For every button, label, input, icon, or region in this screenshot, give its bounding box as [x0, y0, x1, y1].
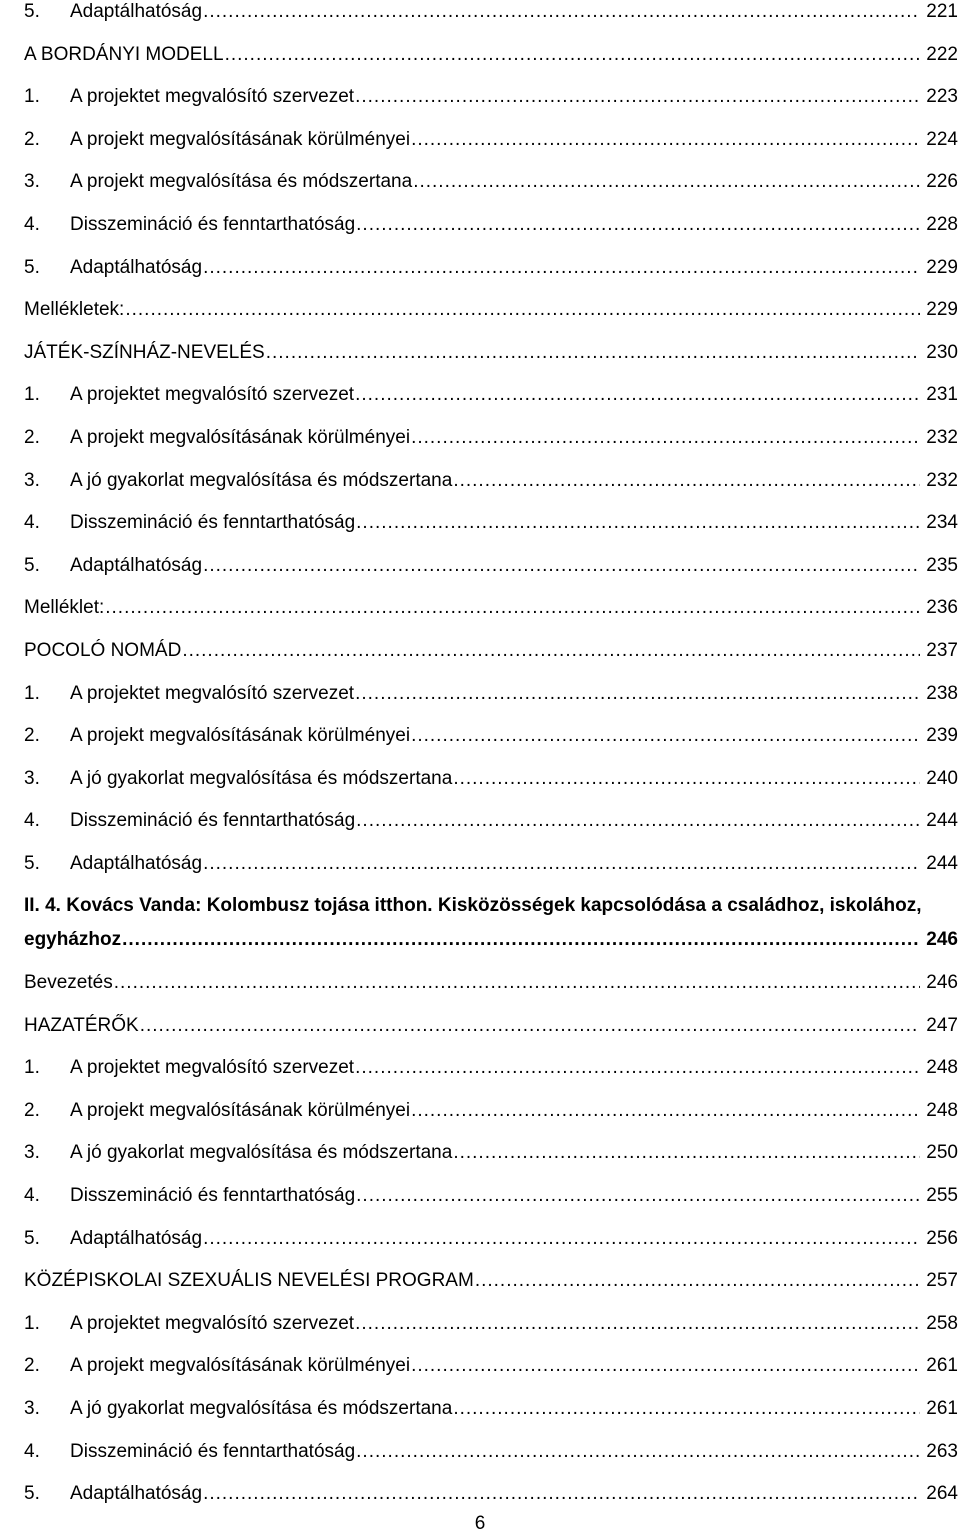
toc-page-number: 231 [926, 384, 958, 406]
toc-page-number: 235 [926, 554, 958, 576]
toc-chapter-title-line2: egyházhoz [24, 929, 122, 951]
toc-entry[interactable] [24, 1055, 958, 1098]
toc-entry-title: Adaptálhatóság [70, 1483, 203, 1505]
toc-entry-title: Bevezetés [24, 972, 113, 994]
toc-entry-number: 5. [24, 1483, 40, 1505]
toc-leader-dots [356, 212, 920, 238]
toc-page-number: 246 [926, 972, 958, 994]
toc-chapter-heading-line1[interactable] [24, 893, 958, 927]
toc-leader-dots [356, 808, 920, 834]
toc-page-number: 238 [926, 682, 958, 704]
toc-entry[interactable] [24, 851, 958, 894]
toc-page-number: 234 [926, 512, 958, 534]
toc-entry[interactable] [24, 212, 958, 255]
toc-entry-title: A jó gyakorlat megvalósítása és módszertana [70, 1142, 453, 1164]
toc-entry-number: 2. [24, 725, 40, 747]
toc-entry-title: A projektet megvalósító szervezet [70, 1312, 355, 1334]
toc-page-number: 228 [926, 213, 958, 235]
toc-entry-number: 1. [24, 1312, 40, 1334]
toc-entry-number: 2. [24, 1355, 40, 1377]
toc-page-number: 244 [926, 852, 958, 874]
toc-entry[interactable] [24, 382, 958, 425]
toc-entry-title: Adaptálhatóság [70, 256, 203, 278]
toc-entry[interactable] [24, 425, 958, 468]
toc-entry-number: 5. [24, 554, 40, 576]
toc-leader-dots [225, 42, 920, 68]
toc-entry-title: POCOLÓ NOMÁD [24, 639, 182, 661]
toc-entry[interactable] [24, 681, 958, 724]
toc-entry-title: Disszemináció és fenntarthatóság [70, 1185, 356, 1207]
toc-page-number: 246 [926, 929, 958, 951]
toc-page-number: 237 [926, 639, 958, 661]
toc-entry-title: A projekt megvalósításának körülményei [70, 725, 411, 747]
toc-entry-title: A jó gyakorlat megvalósítása és módszertana [70, 767, 453, 789]
toc-entry-title: Mellékletek: [24, 299, 125, 321]
toc-page-number: 255 [926, 1185, 958, 1207]
toc-entry-number: 3. [24, 1142, 40, 1164]
toc-leader-dots [355, 84, 920, 110]
toc-leader-dots [203, 255, 920, 281]
toc-entry[interactable] [24, 84, 958, 127]
toc-entry-title: A projekt megvalósításának körülményei [70, 426, 411, 448]
toc-entry-number: 1. [24, 384, 40, 406]
toc-page-number: 263 [926, 1440, 958, 1462]
toc-entry[interactable] [24, 553, 958, 596]
toc-entry-title: A projektet megvalósító szervezet [70, 682, 355, 704]
toc-page-number: 257 [926, 1270, 958, 1292]
toc-leader-dots [355, 1311, 920, 1337]
toc-page-number: 261 [926, 1398, 958, 1419]
toc-entry[interactable] [24, 1140, 958, 1183]
toc-leader-dots [266, 340, 920, 366]
toc-entry-title: A projektet megvalósító szervezet [70, 1057, 355, 1079]
toc-page-number: 258 [926, 1312, 958, 1334]
toc-entry-number: 2. [24, 128, 40, 150]
toc-entry-number: 3. [24, 469, 40, 491]
toc-page-number: 229 [926, 256, 958, 278]
toc-entry[interactable] [24, 1098, 958, 1141]
toc-page-number: 248 [926, 1057, 958, 1079]
toc-leader-dots [122, 927, 920, 953]
toc-entry-title: A BORDÁNYI MODELL [24, 43, 224, 65]
toc-entry[interactable] [24, 297, 958, 340]
toc-leader-dots [203, 1481, 920, 1507]
toc-entry-number: 3. [24, 1398, 40, 1419]
toc-entry-number: 1. [24, 682, 40, 704]
toc-entry[interactable] [24, 127, 958, 170]
toc-page-number: 248 [926, 1099, 958, 1121]
toc-entry-title: A projektet megvalósító szervezet [70, 86, 355, 108]
toc-entry-title: Adaptálhatóság [70, 1, 203, 22]
toc-entry-number: 3. [24, 767, 40, 789]
toc-entry[interactable] [24, 1311, 958, 1354]
toc-entry[interactable] [24, 1183, 958, 1226]
toc-entry-title: KÖZÉPISKOLAI SZEXUÁLIS NEVELÉSI PROGRAM [24, 1270, 474, 1292]
toc-entry-title: Melléklet: [24, 597, 105, 619]
toc-entry-number: 1. [24, 1057, 40, 1079]
toc-page-number: 229 [926, 299, 958, 321]
toc-entry[interactable] [24, 766, 958, 809]
toc-leader-dots [356, 510, 920, 536]
toc-leader-dots [355, 681, 920, 707]
toc-entry-number: 3. [24, 171, 40, 193]
toc-page-number: 230 [926, 341, 958, 363]
toc-entry[interactable] [24, 255, 958, 298]
toc-entry-number: 4. [24, 1185, 40, 1207]
toc-entry-title: Adaptálhatóság [70, 852, 203, 874]
toc-leader-dots [453, 1396, 920, 1422]
toc-chapter-heading-line2[interactable] [24, 927, 958, 970]
toc-entry-number: 2. [24, 426, 40, 448]
table-of-contents [24, 0, 958, 1524]
toc-entry[interactable] [24, 638, 958, 681]
toc-entry[interactable] [24, 595, 958, 638]
toc-entry-number: 5. [24, 852, 40, 874]
toc-entry-title: Disszemináció és fenntarthatóság [70, 810, 356, 832]
toc-entry[interactable] [24, 1353, 958, 1396]
toc-page-number: 224 [926, 128, 958, 150]
toc-page-number: 221 [926, 1, 958, 22]
toc-entry[interactable] [24, 1439, 958, 1482]
toc-leader-dots [453, 1140, 920, 1166]
toc-leader-dots [356, 1183, 920, 1209]
page-footer-number: 6 [474, 1513, 486, 1534]
toc-entry-title: A projektet megvalósító szervezet [70, 384, 355, 406]
toc-chapter-title-line1: II. 4. Kovács Vanda: Kolombusz tojása itthon. Kisközösségek kapcsolódása a családhoz, iskolához, [24, 895, 922, 917]
toc-leader-dots [203, 1226, 920, 1252]
toc-page-number: 256 [926, 1227, 958, 1249]
toc-entry-title: Adaptálhatóság [70, 1227, 203, 1249]
toc-leader-dots [411, 1353, 920, 1379]
toc-page-number: 232 [926, 469, 958, 491]
toc-entry[interactable] [24, 169, 958, 212]
toc-entry[interactable] [24, 970, 958, 1013]
toc-entry-title: A jó gyakorlat megvalósítása és módszertana [70, 1398, 453, 1419]
toc-leader-dots [411, 1098, 920, 1124]
toc-page-number: 264 [926, 1483, 958, 1505]
toc-leader-dots [411, 425, 920, 451]
toc-entry-title: Disszemináció és fenntarthatóság [70, 512, 356, 534]
toc-leader-dots [140, 1013, 920, 1039]
toc-entry[interactable] [24, 468, 958, 511]
toc-entry-number: 1. [24, 86, 40, 108]
toc-page-number: 223 [926, 86, 958, 108]
toc-page-number: 236 [926, 597, 958, 619]
toc-entry-title: A jó gyakorlat megvalósítása és módszertana [70, 469, 453, 491]
toc-leader-dots [356, 1439, 920, 1465]
toc-leader-dots [203, 0, 920, 25]
toc-leader-dots [475, 1268, 920, 1294]
toc-entry-title: A projekt megvalósítása és módszertana [70, 171, 413, 193]
toc-entry[interactable] [24, 0, 958, 42]
toc-page-number: 261 [926, 1355, 958, 1377]
toc-leader-dots [453, 468, 920, 494]
toc-leader-dots [413, 169, 920, 195]
toc-entry-title: A projekt megvalósításának körülményei [70, 128, 411, 150]
toc-entry-title: Disszemináció és fenntarthatóság [70, 1440, 356, 1462]
toc-page-number: 239 [926, 725, 958, 747]
toc-entry[interactable] [24, 1013, 958, 1056]
toc-entry[interactable] [24, 1268, 958, 1311]
toc-page-number: 250 [926, 1142, 958, 1164]
toc-entry-number: 4. [24, 810, 40, 832]
toc-entry-title: A projekt megvalósításának körülményei [70, 1099, 411, 1121]
toc-leader-dots [411, 127, 920, 153]
toc-leader-dots [114, 970, 920, 996]
toc-entry-number: 5. [24, 256, 40, 278]
toc-leader-dots [203, 851, 920, 877]
toc-leader-dots [105, 595, 920, 621]
toc-leader-dots [411, 723, 920, 749]
toc-entry-title: Disszemináció és fenntarthatóság [70, 213, 356, 235]
toc-page-number: 232 [926, 426, 958, 448]
toc-entry[interactable] [24, 723, 958, 766]
toc-leader-dots [182, 638, 920, 664]
toc-entry-number: 4. [24, 1440, 40, 1462]
toc-entry-number: 4. [24, 512, 40, 534]
toc-entry[interactable] [24, 1396, 958, 1439]
toc-leader-dots [203, 553, 920, 579]
toc-entry[interactable] [24, 42, 958, 85]
toc-entry-title: HAZATÉRŐK [24, 1014, 139, 1036]
toc-entry-title: JÁTÉK-SZÍNHÁZ-NEVELÉS [24, 341, 265, 363]
toc-leader-dots [355, 1055, 920, 1081]
toc-leader-dots [355, 382, 920, 408]
toc-page-number: 240 [926, 767, 958, 789]
toc-entry-number: 5. [24, 1, 40, 22]
toc-entry[interactable] [24, 808, 958, 851]
toc-page-number: 226 [926, 171, 958, 193]
toc-entry[interactable] [24, 510, 958, 553]
toc-page-number: 247 [926, 1014, 958, 1036]
toc-entry-number: 2. [24, 1099, 40, 1121]
toc-leader-dots [453, 766, 920, 792]
toc-entry[interactable] [24, 1226, 958, 1269]
toc-leader-dots [125, 297, 920, 323]
toc-entry-number: 5. [24, 1227, 40, 1249]
toc-entry-title: Adaptálhatóság [70, 554, 203, 576]
toc-page-number: 222 [926, 43, 958, 65]
toc-page-number: 244 [926, 810, 958, 832]
toc-entry-number: 4. [24, 213, 40, 235]
toc-section-first [24, 0, 958, 893]
toc-section-second [24, 970, 958, 1524]
toc-entry-title: A projekt megvalósításának körülményei [70, 1355, 411, 1377]
toc-entry[interactable] [24, 340, 958, 383]
